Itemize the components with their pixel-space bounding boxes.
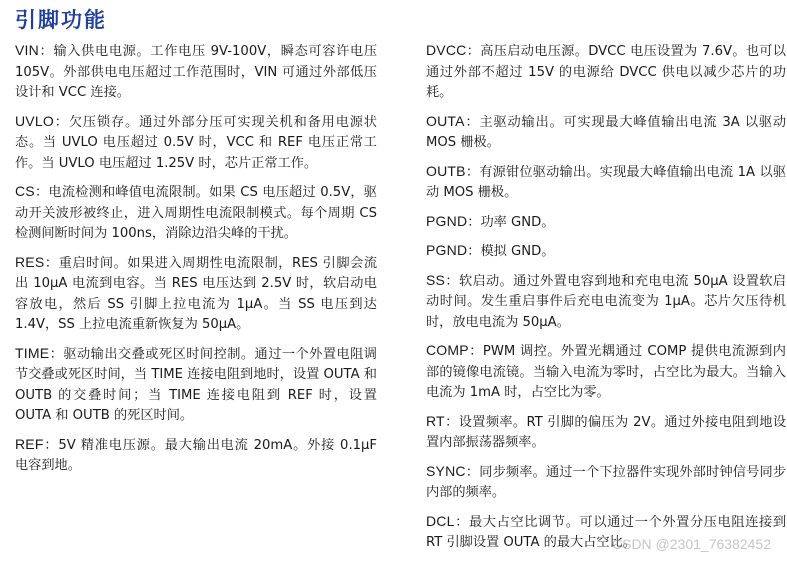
pin-description: 欠压锁存。通过外部分压可实现关机和备用电源状态。当 UVLO 电压超过 0.5V 时，VCC 和 REF 电压正常工作。当 UVLO 电压超过 1.25V 时，芯片正常工作。 xyxy=(15,114,377,171)
pin-entry-res xyxy=(15,252,377,336)
pin-description: PWM 调控。外置光耦通过 COMP 提供电流源到内部的镜像电流镜。当输入电流为零时，占空比为最大。当输入电流为 1mA 时，占空比为零。 xyxy=(426,344,786,400)
watermark: CSDN @2301_76382452 xyxy=(612,536,771,552)
pin-entry-comp xyxy=(426,340,786,404)
pin-name: PGND xyxy=(426,242,468,258)
pin-entry-ref xyxy=(15,434,377,477)
pin-entry-uvlo xyxy=(15,111,377,175)
pin-separator: ： xyxy=(34,185,49,200)
pin-name: SYNC xyxy=(426,462,466,479)
pin-description: 最大占空比调节。可以通过一个外置分压电阻连接到 RT 引脚设置 OUTA 的最大占空比。 xyxy=(426,514,787,550)
pin-separator: ： xyxy=(53,114,69,130)
page-title: 引脚功能 xyxy=(15,8,107,32)
pin-description: 输入供电电源。工作电压 9V-100V，瞬态可容许电压 105V。外部供电电压超过工作范围时，VIN 可通过外部低压设计和 VCC 连接。 xyxy=(15,44,378,100)
pin-description: 高压启动电压源。DVCC 电压设置为 7.6V。也可以通过外部不超过 15V 的电源给 DVCC 供电以减少芯片的功耗。 xyxy=(426,44,786,100)
pin-separator: ： xyxy=(49,346,64,362)
pin-description: 电流检测和峰值电流限制。如果 CS 电压超过 0.5V，驱动开关波形被终止，进入周期性电流限制模式。每个周期 CS 检测间断时间为 100ns，消除边沿尖峰的干扰。 xyxy=(15,185,377,241)
pin-separator: ： xyxy=(444,414,459,430)
pin-name: VIN xyxy=(15,42,39,58)
pin-name: CS xyxy=(15,183,35,199)
pin-separator: ： xyxy=(466,44,481,59)
pin-entry-outa xyxy=(426,111,786,154)
pin-entry-ss xyxy=(426,270,786,334)
pin-name: RT xyxy=(426,412,445,429)
pin-description: 模拟 GND。 xyxy=(480,244,555,259)
pin-description: 5V 精准电压源。最大输出电流 20mA。外接 0.1μF 电容到地。 xyxy=(15,437,377,473)
pin-entry-time xyxy=(15,343,377,427)
pin-separator: ： xyxy=(467,244,481,259)
pin-name: PGND xyxy=(426,212,468,229)
pin-separator: ： xyxy=(43,437,59,453)
pin-name: SS xyxy=(426,271,446,288)
pin-entry-dvcc xyxy=(426,40,786,104)
pin-name: UVLO xyxy=(15,112,54,129)
pin-entry-cs xyxy=(15,181,377,245)
pin-separator: ： xyxy=(445,273,459,289)
pin-description: 有源钳位驱动输出。实现最大峰值输出电流 1A 以驱动 MOS 栅极。 xyxy=(426,164,787,200)
pin-name: DCL xyxy=(426,512,455,529)
pin-description: 主驱动输出。可实现最大峰值输出电流 3A 以驱动 MOS 栅极。 xyxy=(426,114,787,150)
pin-entry-sync xyxy=(426,461,786,504)
pin-name: OUTA xyxy=(426,112,465,129)
pin-separator: ： xyxy=(454,514,470,530)
pin-description: 同步频率。通过一个下拉器件实现外部时钟信号同步内部的频率。 xyxy=(426,464,787,500)
pin-name: REF xyxy=(15,435,44,452)
pin-description: 重启时间。如果进入周期性电流限制，RES 引脚会流出 10μA 电流到电容。当 RES 电压达到 2.5V 时，软启动电容放电，然后 SS 引脚上拉电流为 1μA。当 SS 电压到达 1.4V，SS 上拉电流重新恢复为 50μA。 xyxy=(15,255,378,332)
pin-name: RES xyxy=(15,253,45,270)
pin-entry-vin xyxy=(15,40,377,104)
right-column xyxy=(426,40,786,561)
pin-entry-rt xyxy=(426,411,786,454)
pin-separator: ： xyxy=(44,255,59,271)
pin-separator: ： xyxy=(38,44,54,59)
pin-separator: ： xyxy=(465,464,480,480)
pin-description: 驱动输出交叠或死区时间控制。通过一个外置电阻调节交叠或死区时间，当 TIME 连接电阻到地时，设置 OUTA 和 OUTB 的交叠时间；当 TIME 连接电阻到 REF 时，设置 OUTA 和 OUTB 的死区时间。 xyxy=(15,346,377,423)
pin-separator: ： xyxy=(464,114,480,130)
pin-entry-pgnd xyxy=(426,211,786,234)
pin-description: 功率 GND。 xyxy=(480,214,555,230)
pin-name: COMP xyxy=(426,342,469,358)
pin-separator: ： xyxy=(465,164,480,180)
pin-name: DVCC xyxy=(426,42,467,58)
pin-name: OUTB xyxy=(426,162,466,179)
pin-description: 设置频率。RT 引脚的偏压为 2V。通过外接电阻到地设置内部振荡器频率。 xyxy=(426,414,787,450)
pin-separator: ： xyxy=(467,214,481,230)
pin-entry-pgnd xyxy=(426,240,786,263)
pin-description: 软启动。通过外置电容到地和充电电流 50μA 设置软启动时间。发生重启事件后充电电流变为 1μA。芯片欠压待机时，放电电流为 50μA。 xyxy=(426,273,786,330)
pin-entry-outb xyxy=(426,161,786,204)
pin-name: TIME xyxy=(15,344,50,361)
pin-separator: ： xyxy=(468,344,483,359)
left-column xyxy=(15,40,377,484)
